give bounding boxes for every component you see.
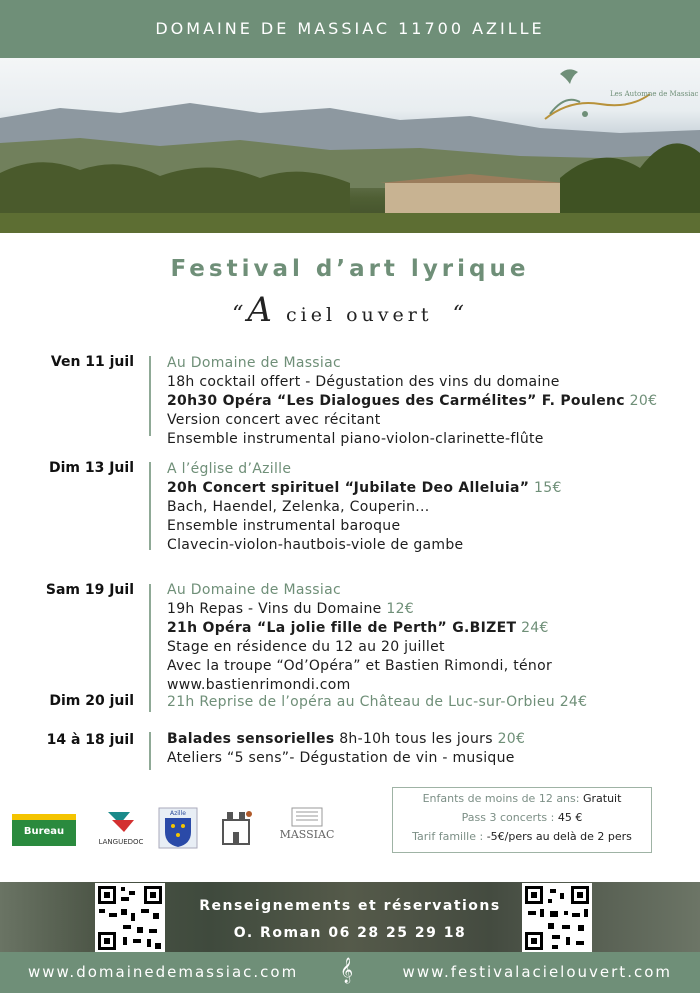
qr-code-left[interactable] [95,883,165,953]
bureau-vallee-logo: Bureau Vallée [12,814,76,846]
program-entry [167,581,552,695]
program-line: Balades sensorielles 8h-10h tous les jours 20€ [167,731,526,747]
treble-clef-icon: 𝄞 [340,958,356,983]
program-line: 20h Concert spirituel “Jubilate Deo Alleluia” 15€ [167,480,562,496]
program-date: Dim 20 juil [49,693,134,709]
program-line: Ateliers “5 sens”- Dégustation de vin - musique [167,750,515,766]
program-line: 21h Opéra “La jolie fille de Perth” G.BIZET 24€ [167,620,549,636]
program-line: Ensemble instrumental piano-violon-clarinette-flûte [167,431,544,447]
program-line: Stage en résidence du 12 au 20 juillet [167,639,445,655]
svg-text:Les Automne de Massiac: Les Automne de Massiac [610,90,699,98]
program-divider [149,732,151,770]
azille-crest-logo [157,806,199,850]
venue: Au Domaine de Massiac [167,355,341,371]
sponsor-logos [12,806,342,861]
program-line: 20h30 Opéra “Les Dialogues des Carmélites” F. Poulenc 20€ [167,393,658,409]
festival-subtitle [0,290,700,330]
website-link[interactable]: www.bastienrimondi.com [167,677,351,693]
subtitle-text: ciel ouvert [286,304,433,326]
price-children: Enfants de moins de 12 ans: Gratuit [422,792,622,805]
program-entry [167,354,657,449]
svg-text:Azille: Azille [170,810,186,817]
venue: A l’église d’Azille [167,461,292,477]
program-entry [167,693,587,712]
close-quote: “ [452,302,468,327]
price-family: Tarif famille : -5€/pers au delà de 2 pers [412,830,632,843]
price-pass: Pass 3 concerts : 45 € [461,811,583,824]
venue: Au Domaine de Massiac [167,582,341,598]
festival-website-link[interactable]: www.festivalacielouvert.com [402,963,672,981]
program-line: Clavecin-violon-hautbois-viole de gambe [167,537,464,553]
domain-website-link[interactable]: www.domainedemassiac.com [28,963,299,981]
svg-text:LANGUEDOC: LANGUEDOC [98,838,144,846]
footer-info: Renseignements et réservations [199,898,501,914]
header-address: DOMAINE DE MASSIAC 11700 AZILLE [0,0,700,58]
price-box [392,787,652,853]
credit-agricole-logo [96,806,146,850]
open-quote: “ [232,302,248,327]
program-line: 19h Repas - Vins du Domaine 12€ [167,601,414,617]
massiac-logo [274,806,340,850]
castle-logo [215,806,257,850]
program-date: Dim 13 Juil [48,460,134,476]
program-divider [149,584,151,712]
program-date: Ven 11 juil [50,354,134,370]
program-entry [167,460,562,555]
program-line: Bach, Haendel, Zelenka, Couperin... [167,499,430,515]
program-entry [167,730,525,768]
program-date: 14 à 18 juil [46,732,134,748]
program-date: Sam 19 Juil [45,582,134,598]
qr-code-right[interactable] [522,883,592,953]
program-line: 18h cocktail offert - Dégustation des vins du domaine [167,374,560,390]
program-line: 21h Reprise de l’opéra au Château de Luc-sur-Orbieu 24€ [167,694,588,710]
program-divider [149,462,151,550]
festival-title: Festival d’art lyrique [170,256,530,282]
festival-logo [540,64,699,128]
svg-text:MASSIAC: MASSIAC [279,828,335,841]
program-line: Ensemble instrumental baroque [167,518,401,534]
program-line: Avec la troupe “Od’Opéra” et Bastien Rimondi, ténor [167,658,553,674]
program-line: Version concert avec récitant [167,412,381,428]
program-divider [149,356,151,436]
bottom-band [0,952,700,993]
footer-contact: O. Roman 06 28 25 29 18 [233,925,467,941]
cap-letter: A [247,290,276,330]
